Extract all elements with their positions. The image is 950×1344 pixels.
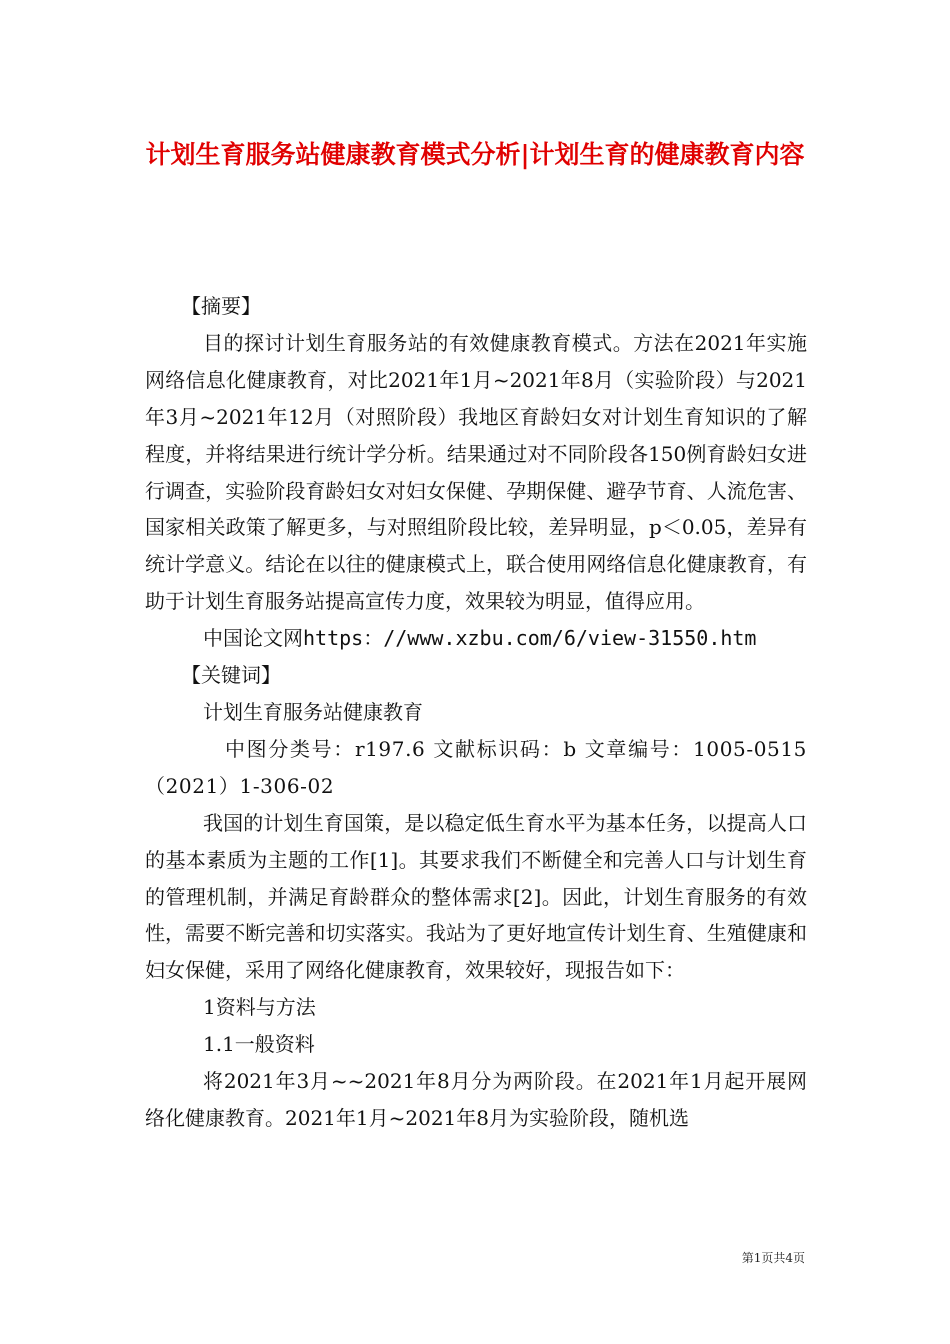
source-link[interactable]: https：//www.xzbu.com/6/view-31550.htm (303, 626, 757, 651)
keywords-text: 计划生育服务站健康教育 (203, 699, 423, 724)
classification-line: 中图分类号：r197.6 文献标识码：b 文章编号：1005-0515（2021）1-306-02 (145, 736, 807, 798)
source-line (145, 620, 807, 657)
keywords-label: 【关键词】 (181, 663, 281, 688)
abstract-paragraph: 目的探讨计划生育服务站的有效健康教育模式。方法在2021年实施网络信息化健康教育，对比2021年1月~2021年8月（实验阶段）与2021年3月~2021年12月（对照阶段）我地区育龄妇女对计划生育知识的了解程度，并将结果进行统计学分析。结果通过对不同阶段各150例育龄妇女进行调查，实验阶段育龄妇女对妇女保健、孕期保健、避孕节育、人流危害、国家相关政策了解更多，与对照组阶段比较，差异明显，p＜0.05，差异有统计学意义。结论在以往的健康模式上，联合使用网络信息化健康教育，有助于计划生育服务站提高宣传力度，效果较为明显，值得应用。 (145, 330, 807, 614)
data-paragraph: 将2021年3月~~2021年8月分为两阶段。在2021年1月起开展网络化健康教育。2021年1月~2021年8月为实验阶段，随机选 (145, 1069, 807, 1130)
subsection-heading: 1.1一般资料 (203, 1032, 315, 1057)
document-title: 计划生育服务站健康教育模式分析|计划生育的健康教育内容 (145, 140, 805, 169)
section-heading: 1资料与方法 (203, 995, 316, 1020)
abstract-label: 【摘要】 (181, 294, 261, 318)
source-label: 中国论文网 (203, 626, 303, 651)
document-body (145, 288, 807, 1137)
intro-paragraph: 我国的计划生育国策，是以稳定低生育水平为基本任务，以提高人口的基本素质为主题的工作[1]。其要求我们不断健全和完善人口与计划生育的管理机制，并满足育龄群众的整体需求[2]。因此，计划生育服务的有效性，需要不断完善和切实落实。我站为了更好地宣传计划生育、生殖健康和妇女保健，采用了网络化健康教育，效果较好，现报告如下： (145, 810, 807, 983)
page-number: 第1页共4页 (741, 1251, 805, 1265)
